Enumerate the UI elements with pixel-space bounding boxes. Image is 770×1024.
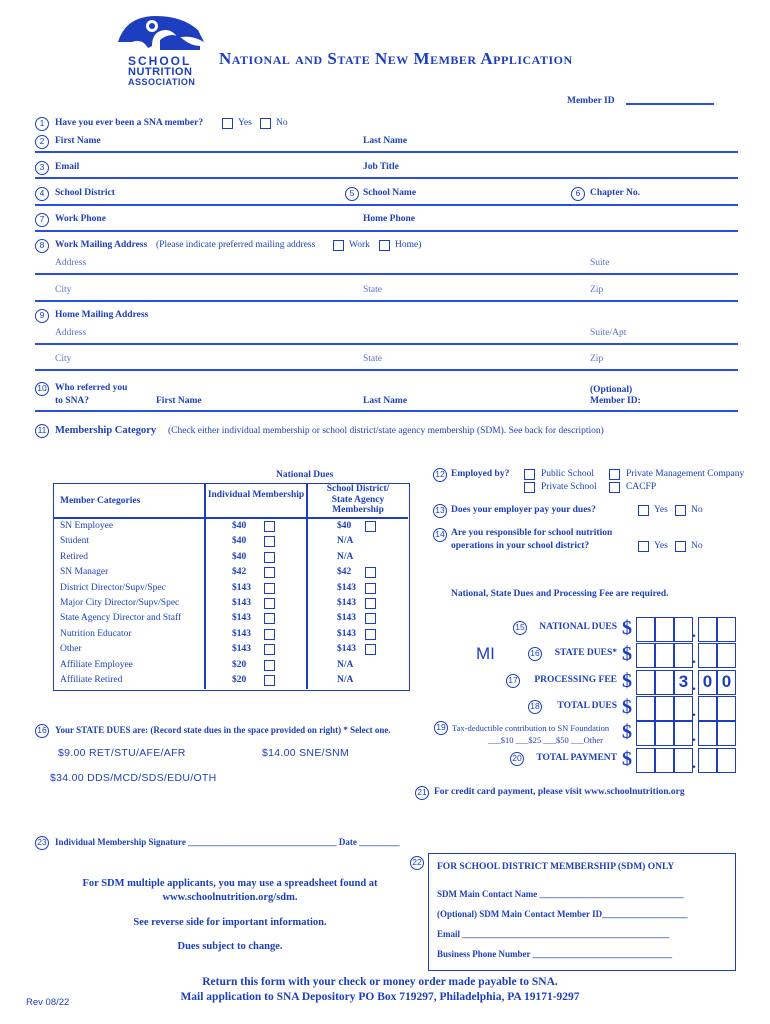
employer-pay-yes-checkbox[interactable]	[638, 505, 649, 516]
item-number: 9	[35, 309, 49, 323]
amount-digit-box[interactable]	[636, 643, 655, 668]
sdm-info-line-2: www.schoolnutrition.org/sdm.	[162, 892, 298, 903]
work-state-label: State	[363, 285, 382, 295]
row-category: Nutrition Educator	[60, 628, 132, 639]
item-number: 3	[35, 161, 49, 175]
amount-digit-box[interactable]	[636, 696, 655, 721]
footer-line-1: Return this form with your check or money order made payable to SNA.	[202, 976, 558, 988]
employer-pay-label: Does your employer pay your dues?	[451, 505, 596, 515]
sdm-email-field[interactable]: Email ______________________________________________	[437, 929, 670, 939]
decimal-point: .	[692, 755, 696, 772]
table-row	[54, 535, 408, 550]
amount-digit-box[interactable]	[655, 670, 674, 695]
item-number: 10	[35, 382, 49, 396]
amount-digit-box[interactable]	[655, 748, 674, 773]
row-sdm-price: $40	[337, 521, 352, 531]
q1-label: Have you ever been a SNA member?	[55, 118, 204, 128]
sdm-box	[428, 853, 736, 971]
amount-digit-box[interactable]	[674, 748, 693, 773]
row-individual-price: $143	[232, 613, 251, 624]
row-category: Other	[60, 644, 82, 655]
phone-line[interactable]	[35, 230, 738, 232]
home-zip-label: Zip	[590, 354, 604, 364]
row-individual-price: $143	[232, 628, 251, 639]
referrer-first-name-label: First Name	[156, 396, 202, 406]
individual-checkbox[interactable]	[264, 629, 275, 640]
amount-digit-box[interactable]	[674, 617, 693, 642]
public-school-checkbox[interactable]	[524, 469, 535, 480]
email-line[interactable]	[35, 177, 738, 179]
logo-line-2: NUTRITION	[128, 66, 193, 78]
amount-digit-box[interactable]	[655, 643, 674, 668]
amount-digit-box[interactable]	[655, 721, 674, 746]
amount-digit-box[interactable]	[636, 748, 655, 773]
referred-label-2: to SNA?	[55, 396, 90, 406]
referrer-line[interactable]	[35, 410, 738, 412]
item-number: 2	[35, 135, 49, 149]
col-header-sdm: School District/ State Agency Membership	[326, 484, 390, 515]
referrer-member-id-label: Member ID:	[590, 396, 641, 406]
row-category: Retired	[60, 551, 88, 562]
table-row	[54, 551, 408, 566]
responsible-yes-label: Yes	[654, 541, 668, 551]
home-city-line[interactable]	[35, 369, 738, 371]
amount-digit-box[interactable]	[636, 721, 655, 746]
contribution-options[interactable]: ___$10 ___$25 ___$50 ___Other	[488, 735, 603, 745]
membership-category-label: Membership Category	[55, 425, 157, 436]
row-category: Affiliate Employee	[60, 659, 133, 670]
amount-digit-box[interactable]	[655, 696, 674, 721]
cacfp-checkbox[interactable]	[609, 482, 620, 493]
individual-checkbox[interactable]	[264, 613, 275, 624]
last-name-label: Last Name	[363, 136, 408, 146]
school-name-label: School Name	[363, 188, 417, 198]
table-row	[54, 643, 408, 658]
responsible-no-checkbox[interactable]	[675, 541, 686, 552]
private-school-checkbox[interactable]	[524, 482, 535, 493]
name-line[interactable]	[35, 151, 738, 153]
sdm-info-line-4: Dues subject to change.	[177, 941, 283, 952]
item-number: 5	[345, 187, 359, 201]
table-row	[54, 520, 408, 535]
row-category: SN Employee	[60, 521, 114, 531]
credit-card-note: For credit card payment, please visit www.schoolnutrition.org	[434, 787, 685, 797]
home-phone-label: Home Phone	[363, 214, 415, 224]
public-school-label: Public School	[541, 469, 595, 479]
home-suite-field-label: Suite/Apt	[590, 328, 627, 338]
item-number: 16	[35, 724, 49, 738]
item-number: 11	[35, 424, 49, 438]
decimal-point: .	[692, 650, 696, 667]
job-title-label: Job Title	[363, 162, 399, 172]
responsible-label-1: Are you responsible for school nutrition	[451, 528, 613, 538]
referrer-optional-label: (Optional)	[590, 385, 633, 395]
item-number: 8	[35, 239, 49, 253]
table-row	[54, 659, 408, 674]
table-row	[54, 628, 408, 643]
table-row	[54, 597, 408, 612]
membership-category-note: (Check either individual membership or school district/state agency membership (SDM). See back for description)	[168, 426, 604, 436]
amount-digit-box[interactable]	[698, 721, 717, 746]
row-individual-price: $40	[232, 536, 247, 547]
home-address-line[interactable]	[35, 343, 738, 345]
individual-checkbox[interactable]	[264, 521, 275, 532]
amount-digit-box[interactable]	[717, 617, 736, 642]
q1-no-checkbox[interactable]	[260, 118, 271, 129]
required-note: National, State Dues and Processing Fee are required.	[451, 589, 669, 599]
responsible-label-2: operations in your school district?	[451, 541, 590, 551]
state-code: MI	[476, 644, 495, 663]
email-label: Email	[55, 162, 80, 172]
decimal-point: .	[692, 624, 696, 641]
preferred-work-checkbox[interactable]	[333, 240, 344, 251]
logo-line-1: SCHOOL	[128, 54, 192, 68]
work-address-field-label: Address	[55, 258, 87, 268]
total-label: TOTAL PAYMENT	[536, 753, 617, 763]
row-individual-price: $143	[232, 644, 251, 655]
district-line[interactable]	[35, 204, 738, 206]
private-mgmt-label: Private Management Company	[626, 469, 745, 479]
work-address-label: Work Mailing Address	[55, 240, 148, 250]
preferred-work-label: Work	[349, 240, 370, 250]
row-category: Major City Director/Supv/Spec	[60, 598, 180, 608]
sdm-checkbox[interactable]	[365, 583, 376, 594]
item-number: 18	[528, 700, 542, 714]
sdm-phone-field[interactable]: Business Phone Number _______________________________	[437, 949, 673, 959]
amount-digit-box[interactable]	[717, 721, 736, 746]
item-number: 12	[433, 468, 447, 482]
item-number: 19	[434, 721, 448, 735]
sdm-box-title: FOR SCHOOL DISTRICT MEMBERSHIP (SDM) ONLY	[437, 862, 675, 872]
row-individual-price: $20	[232, 675, 247, 685]
row-sdm-price: N/A	[337, 551, 354, 562]
individual-checkbox[interactable]	[264, 536, 275, 547]
amount-digit-box[interactable]	[655, 617, 674, 642]
row-sdm-price: $143	[337, 628, 356, 639]
row-individual-price: $143	[232, 582, 251, 593]
currency-symbol: $	[622, 748, 632, 770]
individual-checkbox[interactable]	[264, 675, 275, 686]
item-number: 7	[35, 213, 49, 227]
first-name-label: First Name	[55, 136, 101, 146]
row-category: SN Manager	[60, 567, 109, 578]
work-city-label: City	[55, 285, 72, 295]
amount-digit-box[interactable]: 3	[674, 670, 693, 695]
item-number: 6	[571, 187, 585, 201]
amount-digit-box[interactable]: 0	[698, 670, 717, 695]
amount-digit-box[interactable]	[717, 748, 736, 773]
row-sdm-price: $143	[337, 613, 356, 624]
sna-logo-icon	[112, 12, 208, 54]
col-header-categories: Member Categories	[60, 496, 141, 506]
q1-yes-label: Yes	[238, 118, 252, 128]
referrer-last-name-label: Last Name	[363, 396, 408, 406]
currency-symbol: $	[622, 670, 632, 692]
member-id-label: Member ID	[567, 96, 615, 106]
item-number: 20	[510, 752, 524, 766]
q1-no-label: No	[276, 118, 288, 128]
national-dues-caption: National Dues	[276, 470, 334, 480]
currency-symbol: $	[622, 617, 632, 639]
total-label: STATE DUES*	[554, 648, 617, 658]
total-label: NATIONAL DUES	[539, 622, 617, 632]
school-district-label: School District	[55, 188, 115, 198]
chapter-no-label: Chapter No.	[590, 188, 640, 198]
row-sdm-price: N/A	[337, 659, 354, 670]
row-category: Affiliate Retired	[60, 675, 123, 685]
row-category: Student	[60, 536, 90, 547]
revision-label: Rev 08/22	[26, 997, 70, 1008]
sdm-contact-field[interactable]: SDM Main Contact Name ________________________________	[437, 889, 684, 899]
table-row	[54, 566, 408, 581]
decimal-point: .	[692, 703, 696, 720]
employer-pay-no-label: No	[691, 505, 703, 515]
row-sdm-price: $143	[337, 582, 356, 593]
private-mgmt-checkbox[interactable]	[609, 469, 620, 480]
page-title: National and State New Member Application	[219, 49, 573, 68]
amount-digit-box[interactable]	[674, 721, 693, 746]
item-number: 15	[513, 621, 527, 635]
sdm-member-id-field[interactable]: (Optional) SDM Main Contact Member ID___________________	[437, 909, 688, 919]
employer-pay-no-checkbox[interactable]	[675, 505, 686, 516]
individual-checkbox[interactable]	[264, 552, 275, 563]
sdm-checkbox[interactable]	[365, 644, 376, 655]
home-address-field-label: Address	[55, 328, 87, 338]
responsible-yes-checkbox[interactable]	[638, 541, 649, 552]
table-row	[54, 612, 408, 627]
row-sdm-price: N/A	[337, 675, 354, 685]
work-suite-field-label: Suite	[590, 258, 610, 268]
work-address-note: (Please indicate preferred mailing address	[156, 240, 316, 250]
employer-pay-yes-label: Yes	[654, 505, 668, 515]
footer-line-2: Mail application to SNA Depository PO Box 719297, Philadelphia, PA 19171-9297	[180, 991, 580, 1003]
q1-yes-checkbox[interactable]	[222, 118, 233, 129]
amount-digit-box[interactable]	[698, 643, 717, 668]
item-number: 13	[433, 504, 447, 518]
state-dues-option-3[interactable]: $34.00 DDS/MCD/SDS/EDU/OTH	[50, 772, 217, 784]
table-row	[54, 674, 408, 689]
amount-digit-box[interactable]	[636, 670, 655, 695]
individual-checkbox[interactable]	[264, 660, 275, 671]
row-individual-price: $143	[232, 598, 251, 608]
employed-by-label: Employed by?	[451, 469, 510, 479]
amount-digit-box[interactable]	[674, 643, 693, 668]
referred-label-1: Who referred you	[55, 383, 128, 393]
work-phone-label: Work Phone	[55, 214, 106, 224]
item-number: 1	[35, 117, 49, 131]
row-individual-price: $42	[232, 567, 247, 578]
amount-digit-box[interactable]	[698, 696, 717, 721]
responsible-no-label: No	[691, 541, 703, 551]
col-header-individual: Individual Membership	[207, 490, 305, 500]
amount-digit-box[interactable]	[674, 696, 693, 721]
state-dues-option-2[interactable]: $14.00 SNE/SNM	[262, 747, 350, 759]
amount-digit-box[interactable]	[698, 617, 717, 642]
home-address-label: Home Mailing Address	[55, 310, 149, 320]
work-address-line[interactable]	[35, 273, 738, 275]
contribution-label: Tax-deductible contribution to SN Foundation	[452, 723, 610, 733]
individual-checkbox[interactable]	[264, 567, 275, 578]
home-city-label: City	[55, 354, 72, 364]
amount-digit-box[interactable]	[636, 617, 655, 642]
amount-digit-box[interactable]	[698, 748, 717, 773]
sdm-checkbox[interactable]	[365, 521, 376, 532]
row-sdm-price: $42	[337, 567, 352, 578]
row-sdm-price: $143	[337, 598, 356, 608]
work-zip-label: Zip	[590, 285, 604, 295]
state-dues-label: Your STATE DUES are: (Record state dues in the space provided on right) * Select one.	[55, 725, 391, 735]
row-individual-price: $40	[232, 551, 247, 562]
sdm-info-line-1: For SDM multiple applicants, you may use a spreadsheet found at	[82, 878, 378, 889]
dues-table	[53, 483, 410, 691]
item-number: 21	[415, 786, 429, 800]
amount-digit-box[interactable]: 0	[717, 670, 736, 695]
item-number: 17	[506, 674, 520, 688]
sdm-checkbox[interactable]	[365, 567, 376, 578]
item-number: 23	[35, 836, 49, 850]
individual-checkbox[interactable]	[264, 583, 275, 594]
cacfp-label: CACFP	[626, 482, 657, 492]
logo-line-3: ASSOCIATION	[128, 77, 196, 87]
table-row	[54, 582, 408, 597]
amount-digit-box[interactable]	[717, 643, 736, 668]
row-individual-price: $40	[232, 521, 247, 531]
total-label: PROCESSING FEE	[534, 675, 617, 685]
sdm-checkbox[interactable]	[365, 613, 376, 624]
individual-checkbox[interactable]	[264, 644, 275, 655]
currency-symbol: $	[622, 643, 632, 665]
currency-symbol: $	[622, 721, 632, 743]
total-label: TOTAL DUES	[557, 701, 617, 711]
member-id-field[interactable]	[626, 103, 714, 105]
individual-checkbox[interactable]	[264, 598, 275, 609]
item-number: 14	[433, 528, 447, 542]
work-city-line[interactable]	[35, 300, 738, 302]
amount-digit-box[interactable]	[717, 696, 736, 721]
item-number: 16	[528, 647, 542, 661]
decimal-point: .	[692, 677, 696, 694]
state-dues-option-1[interactable]: $9.00 RET/STU/AFE/AFR	[58, 747, 186, 759]
row-category: State Agency Director and Staff	[60, 613, 182, 624]
home-state-label: State	[363, 354, 382, 364]
preferred-home-checkbox[interactable]	[379, 240, 390, 251]
currency-symbol: $	[622, 696, 632, 718]
sdm-checkbox[interactable]	[365, 629, 376, 640]
signature-line[interactable]: Individual Membership Signature _________________________________ Date _________	[55, 837, 400, 847]
item-number: 4	[35, 187, 49, 201]
row-sdm-price: N/A	[337, 536, 354, 547]
sdm-checkbox[interactable]	[365, 598, 376, 609]
row-category: District Director/Supv/Spec	[60, 582, 166, 593]
private-school-label: Private School	[541, 482, 597, 492]
item-number: 22	[410, 856, 424, 870]
row-individual-price: $20	[232, 659, 247, 670]
table-divider	[54, 517, 408, 519]
preferred-home-label: Home)	[395, 240, 422, 250]
sdm-info-line-3: See reverse side for important information.	[133, 917, 327, 928]
decimal-point: .	[692, 728, 696, 745]
row-sdm-price: $143	[337, 644, 356, 655]
